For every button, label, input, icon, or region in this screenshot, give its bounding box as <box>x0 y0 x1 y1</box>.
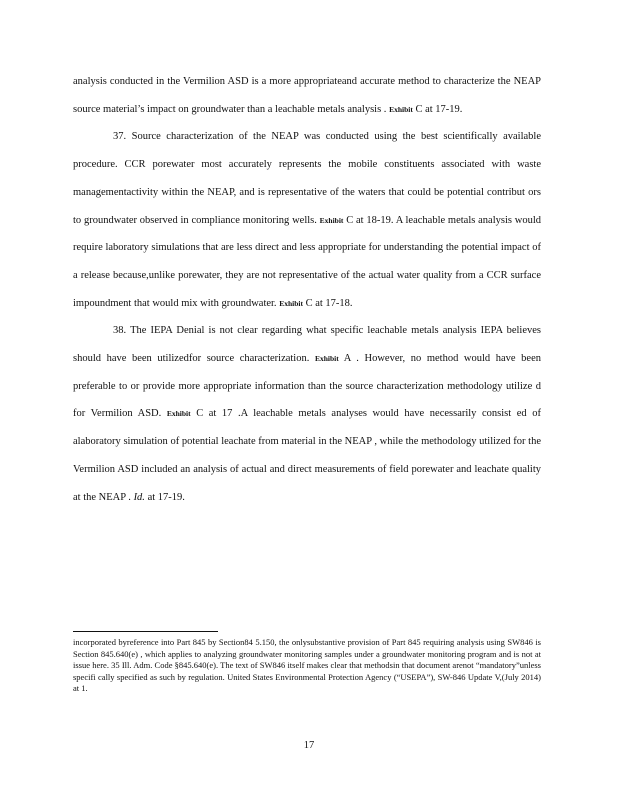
footnote-divider <box>73 631 218 632</box>
exhibit-ref: Exhibit <box>389 104 413 114</box>
para37-text-2: C at 18-19. A leachable metals analysis would require laboratory simulations that are less direct and less appropriate for understanding the potential impact of a release because,unlike porewater, they are not representative of the actual water quality from a CCR surface impoundment that would mix with groundwater. <box>73 214 541 309</box>
body-text <box>73 68 541 511</box>
para38-text-4: at 17-19. <box>144 491 185 503</box>
footnote: incorporated byreference into Part 845 by Section84 5.150, the onlysubstantive provision of Part 845 requiring analysis using SW846 is Section 845.640(e) , which applies to analyzing groundwater monitoring samples under a groundwater monitoring program and is not at issue here. 35 Ill. Adm. Code §845.640(e). The text of SW846 itself makes clear that methodsin that document arenot “mandatory”unless specifi cally specified as such by regulation. United States Environmental Protection Agency (“USEPA”), SW-846 Update V,(July 2014) at 1. <box>73 637 541 694</box>
para38-text-1: 38. The IEPA Denial is not clear regarding what specific leachable metals analysis IEPA believes should have been utilizedfor source characterization. <box>73 325 541 365</box>
para38-text-2: A . However, no method would have been preferable to or provide more appropriate information than the source characterization methodology utilize d for Vermilion ASD. <box>73 353 541 420</box>
paragraph-continued <box>73 68 541 123</box>
exhibit-ref: Exhibit <box>314 354 339 364</box>
para37-text-3: C at 17-18. <box>302 297 353 309</box>
paragraph-38 <box>73 317 541 511</box>
para-cont-text: analysis conducted in the Vermilion ASD is a more appropriateand accurate method to characterize the NEAP source material’s impact on groundwater than a leachable metals analysis . <box>73 76 541 115</box>
para37-text-1: 37. Source characterization of the NEAP was conducted using the best scientifically available procedure. CCR porewater most accurately represents the mobile constituents associated with waste managementactivity within the NEAP, and is representative of the waters that could be potential contribut ors to groundwater observed in compliance monitoring wells. <box>73 131 541 226</box>
id-citation: Id. <box>133 491 145 503</box>
para-cont-tail: C at 17-19. <box>412 103 463 115</box>
page-number: 17 <box>303 740 315 751</box>
exhibit-ref: Exhibit <box>166 409 191 419</box>
paragraph-37 <box>73 123 541 317</box>
para38-text-3: C at 17 .A leachable metals analyses would have necessarily consist ed of alaboratory simulation of potential leachate from material in the NEAP , while the methodology utilized for the Vermilion ASD included an analysis of actual and direct measurements of field porewater and leachate quality at the NEAP . <box>73 408 541 503</box>
exhibit-ref: Exhibit <box>279 298 303 308</box>
exhibit-ref: Exhibit <box>319 215 344 225</box>
